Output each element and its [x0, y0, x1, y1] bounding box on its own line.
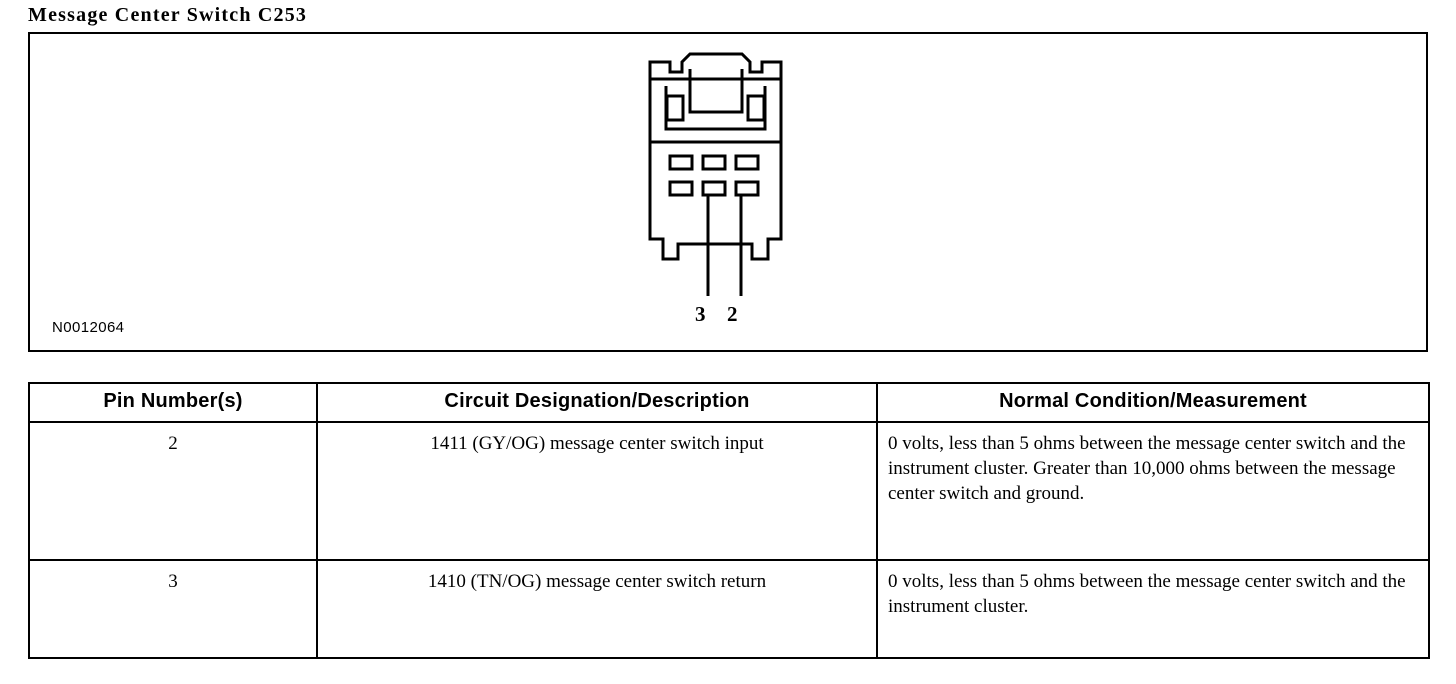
table-header-row	[29, 383, 1429, 422]
header-circuit-designation: Circuit Designation/Description	[317, 383, 877, 422]
header-normal-condition: Normal Condition/Measurement	[877, 383, 1429, 422]
cell-circuit-description: 1410 (TN/OG) message center switch return	[317, 560, 877, 658]
pin-table	[28, 382, 1430, 659]
cell-normal-condition: 0 volts, less than 5 ohms between the message center switch and the instrument cluster.	[877, 560, 1429, 658]
diagram-id-label: N0012064	[52, 319, 125, 336]
cell-pin-number: 2	[29, 422, 317, 560]
header-pin-number: Pin Number(s)	[29, 383, 317, 422]
table-row	[29, 560, 1429, 658]
diagram-pin-label-3: 3	[695, 302, 706, 326]
cell-normal-condition: 0 volts, less than 5 ohms between the message center switch and the instrument cluster. Greater than 10,000 ohms between the message center switch and ground.	[877, 422, 1429, 560]
connector-diagram-panel	[28, 32, 1428, 352]
diagram-pin-label-2: 2	[727, 302, 738, 326]
page-title: Message Center Switch C253	[28, 4, 308, 26]
cell-pin-number: 3	[29, 560, 317, 658]
cell-circuit-description: 1411 (GY/OG) message center switch input	[317, 422, 877, 560]
table-row	[29, 422, 1429, 560]
